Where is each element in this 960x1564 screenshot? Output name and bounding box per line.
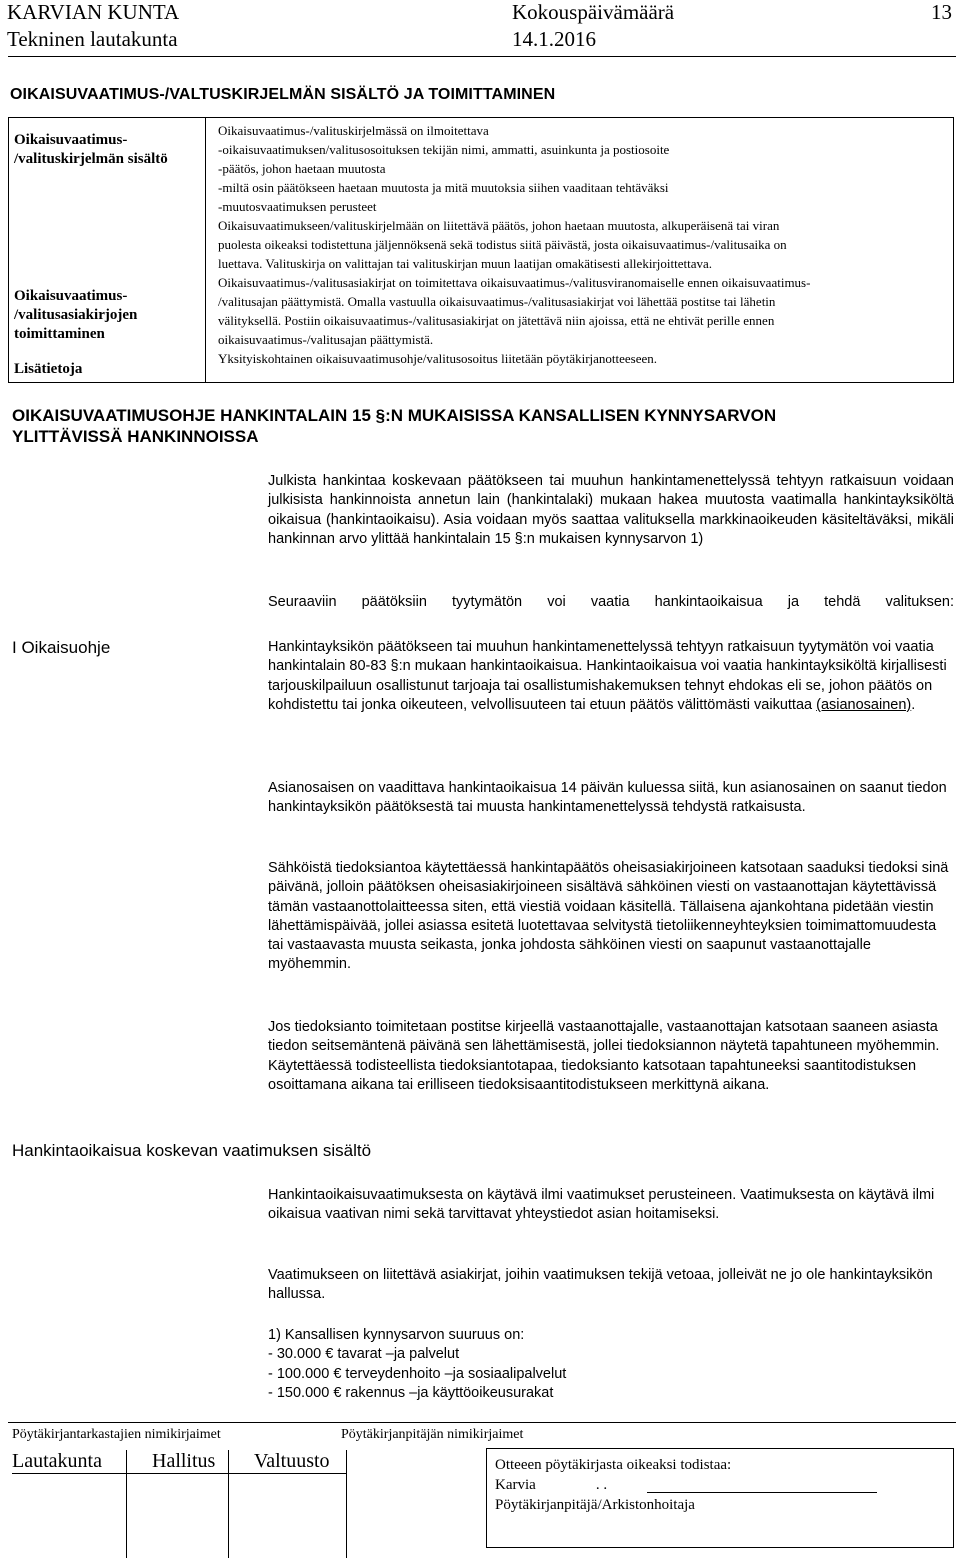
text-line: -muutosvaatimuksen perusteet	[218, 199, 377, 214]
label-line: toimittaminen	[14, 326, 105, 342]
committee-name: Tekninen lautakunta	[7, 27, 178, 51]
party-term: (asianosainen)	[816, 696, 912, 713]
threshold-intro: 1) Kansallisen kynnysarvon suuruus on:	[268, 1327, 525, 1343]
threshold-item: - 30.000 € tavarat –ja palvelut	[268, 1345, 954, 1364]
signature-box-divider	[126, 1450, 127, 1558]
label-appeal-delivery	[14, 287, 137, 344]
title-line: OIKAISUVAATIMUSOHJE HANKINTALAIN 15 §:N MUKAISISSA KANSALLISEN KYNNYSARVON	[12, 406, 777, 425]
text-line: -miltä osin päätökseen haetaan muutosta ja mitä muutoksia siihen vaaditaan tehtäväksi	[218, 180, 669, 195]
euro-icon: €	[325, 1346, 334, 1363]
reviewers-initials-label: Pöytäkirjantarkastajien nimikirjaimet	[12, 1427, 221, 1442]
correction-paragraph-1	[268, 638, 954, 715]
signature-box-divider	[228, 1450, 229, 1558]
text-line: Oikaisuvaatimukseen/valituskirjelmään on liitettävä päätös, johon haetaan muutosta, alkuperäisenä tai viran	[218, 218, 780, 233]
meeting-date-label: Kokouspäivämäärä	[512, 0, 675, 24]
label-line: Oikaisuvaatimus-	[14, 132, 128, 148]
certified-copy-stamp	[486, 1448, 954, 1548]
postal-notice-paragraph: Jos tiedoksianto toimitetaan postitse kirjeellä vastaanottajalle, vastaanottajan katsotaan saaneen asiasta tiedon seitsemäntenä päivänä sen lähettämisestä, jollei tiedoksiannon näytetä tapahtuneen myöhemmin. Käytettäessä todisteellista tiedoksiantotapaa, tiedoksianto katsotaan tapahtuneeksi saantitodistuksen osoittamana aikana tai erilliseen tiedoksisaantitodistukseen merkittynä aikana.	[268, 1019, 940, 1093]
page-number: 13	[931, 0, 952, 24]
footer-divider	[8, 1422, 956, 1423]
claim-contents-paragraph-2: Vaatimukseen on liitettävä asiakirjat, joihin vaatimuksen tekijä vetoaa, jolleivät ne jo ole hankintayksikön hallussa.	[268, 1267, 933, 1303]
signature-line	[647, 1478, 877, 1493]
text-line: Oikaisuvaatimus-/valituskirjelmässä on ilmoitettava	[218, 123, 489, 138]
correction-instructions-label: I Oikaisuohje	[12, 638, 111, 657]
label-appeal-contents	[14, 131, 168, 169]
threshold-item: - 100.000 € terveydenhoito –ja sosiaalipalvelut	[268, 1365, 954, 1384]
electronic-notice-paragraph: Sähköistä tiedoksiantoa käytettäessä hankintapäätös oheisasiakirjoineen katsotaan saaduksi tiedoksi sinä päivänä, jolloin päätöksen oheisasiakirjoineen sisältävä sähköinen viesti on vastaanottajan käytettävissä tämän vastaanottolaitteessa siten, että viestiä voidaan käsitellä. Tällaisena ajankohtana pidetään viestin lähettämispäivää, jollei asiassa esitetä luotettavaa selvitystä tietoliikenneyhteyksien toimimattomuudesta tai vastaavasta muusta seikasta, jonka johdosta sähköinen viesti on saapunut vastaanottajalle myöhemmin.	[268, 860, 949, 973]
claim-contents-heading: Hankintaoikaisua koskevan vaatimuksen sisältö	[12, 1141, 372, 1160]
text-line: Yksityiskohtainen oikaisuvaatimusohje/valitusosoitus liitetään pöytäkirjanotteeseen.	[218, 351, 658, 366]
text-line: puolesta oikeaksi todistettuna jäljennöksenä sekä todistus siitä päivästä, josta oikaisuvaatimus-/valitusaika on	[218, 237, 787, 252]
label-line: /valituskirjelmän sisältö	[14, 151, 168, 167]
stamp-place-line: Karvia . .	[487, 1475, 953, 1495]
label-more-info: Lisätietoja	[14, 361, 83, 377]
intro-paragraph: Julkista hankintaa koskevaan päätökseen tai muuhun hankintamenettelyssä tehtyyn ratkaisuun voidaan julkisista hankinnoista annetun lain (hankintalaki) mukaan hakea muutosta vaatimalla hankintayksiköltä oikaisua (hankintaoikaisu). Asia voidaan myös saattaa valituksella markkinaoikeuden käsiteltäväksi, mikäli hankinnan arvo ylittää hankintalain 15 §:n mukaisen kynnysarvon 1)	[268, 473, 954, 547]
correction-paragraph-2: Asianosaisen on vaadittava hankintaoikaisua 14 päivän kuluessa siitä, kun asianosainen on saanut tiedon hankintayksikön päätöksestä tai muusta hankintamenettelyssä tehdystä ratkaisusta.	[268, 780, 947, 816]
signature-hallitus: Hallitus	[152, 1450, 216, 1472]
text-line: oikaisuvaatimus-/valitusajan päättymistä.	[218, 332, 434, 347]
section2-title	[12, 405, 952, 447]
euro-icon: €	[333, 1365, 342, 1382]
table-column-divider	[205, 118, 206, 382]
following-decisions-text: Seuraaviin päätöksiin tyytymätön voi vaatia hankintaoikaisua ja tehdä valituksen:	[268, 594, 954, 610]
text-line: välityksellä. Postiin oikaisuvaatimus-/valitusasiakirjat on jätettävä niin ajoissa, että ne ehtivät perille ennen	[218, 313, 775, 328]
text-line: /valitusajan päättymistä. Omalla vastuulla oikaisuvaatimus-/valitusasiakirjat voi lähettää postitse tai lähetin	[218, 294, 776, 309]
claim-contents-paragraph-1: Hankintaoikaisuvaatimuksesta on käytävä ilmi vaatimukset perusteineen. Vaatimuksesta on käytävä ilmi oikaisua vaativan nimi sekä tarvittavat yhteystiedot asian hoitamiseksi.	[268, 1187, 935, 1223]
text-line: Oikaisuvaatimus-/valitusasiakirjat on toimitettava oikaisuvaatimus-/valitusviranomaiselle ennen oikaisuvaatimus-	[218, 275, 811, 290]
signature-lautakunta: Lautakunta	[12, 1450, 102, 1472]
signature-box-divider	[346, 1450, 347, 1558]
text-line: -oikaisuvaatimuksen/valitusosoituksen tekijän nimi, ammatti, asuinkunta ja postiosoite	[218, 142, 670, 157]
euro-icon: €	[333, 1384, 342, 1401]
organization-name: KARVIAN KUNTA	[7, 0, 180, 24]
label-line: /valitusasiakirjojen	[14, 307, 138, 323]
text-line: luettava. Valituskirja on valittajan tai valituskirjan muun laatijan omakätisesti allekirjoittettava.	[218, 256, 712, 271]
text-line: -päätös, johon haetaan muutosta	[218, 161, 386, 176]
title-line: YLITTÄVISSÄ HANKINNOISSA	[12, 427, 259, 446]
keeper-initials-label: Pöytäkirjanpitäjän nimikirjaimet	[341, 1427, 524, 1442]
threshold-list	[268, 1326, 954, 1403]
section1-title: OIKAISUVAATIMUS-/VALTUSKIRJELMÄN SISÄLTÖ JA TOIMITTAMINEN	[10, 86, 556, 103]
stamp-title: Otteeen pöytäkirjasta oikeaksi todistaa:	[495, 1457, 732, 1473]
label-line: Oikaisuvaatimus-	[14, 288, 128, 304]
signature-rule	[12, 1473, 347, 1474]
appeal-instructions-text	[218, 121, 958, 368]
appeal-content-table	[8, 117, 954, 383]
header-divider	[8, 56, 956, 57]
paragraph-text: Hankintayksikön päätökseen tai muuhun hankintamenettelyssä tehtyyn ratkaisuun tyytymätön voi vaatia hankintalain 80-83 §:n mukaan hankintaoikaisua. Hankintaoikaisua voi vaatia hankintayksiköltä kirjallisesti tarjouskilpailuun osallistunut tarjoaja tai osallistumishakemuksen tehnyt ehdokas eli se, johon päätös on kohdistettu tai jonka oikeuteen, velvollisuuteen tai etuun päätös välittömästi vaikuttaa	[268, 639, 947, 713]
meeting-date: 14.1.2016	[512, 27, 596, 51]
signature-valtuusto: Valtuusto	[254, 1450, 330, 1472]
paragraph-end: .	[911, 696, 916, 713]
threshold-item: - 150.000 € rakennus –ja käyttöoikeusurakat	[268, 1384, 954, 1403]
stamp-role: Pöytäkirjanpitäjä/Arkistonhoitaja	[495, 1497, 695, 1513]
